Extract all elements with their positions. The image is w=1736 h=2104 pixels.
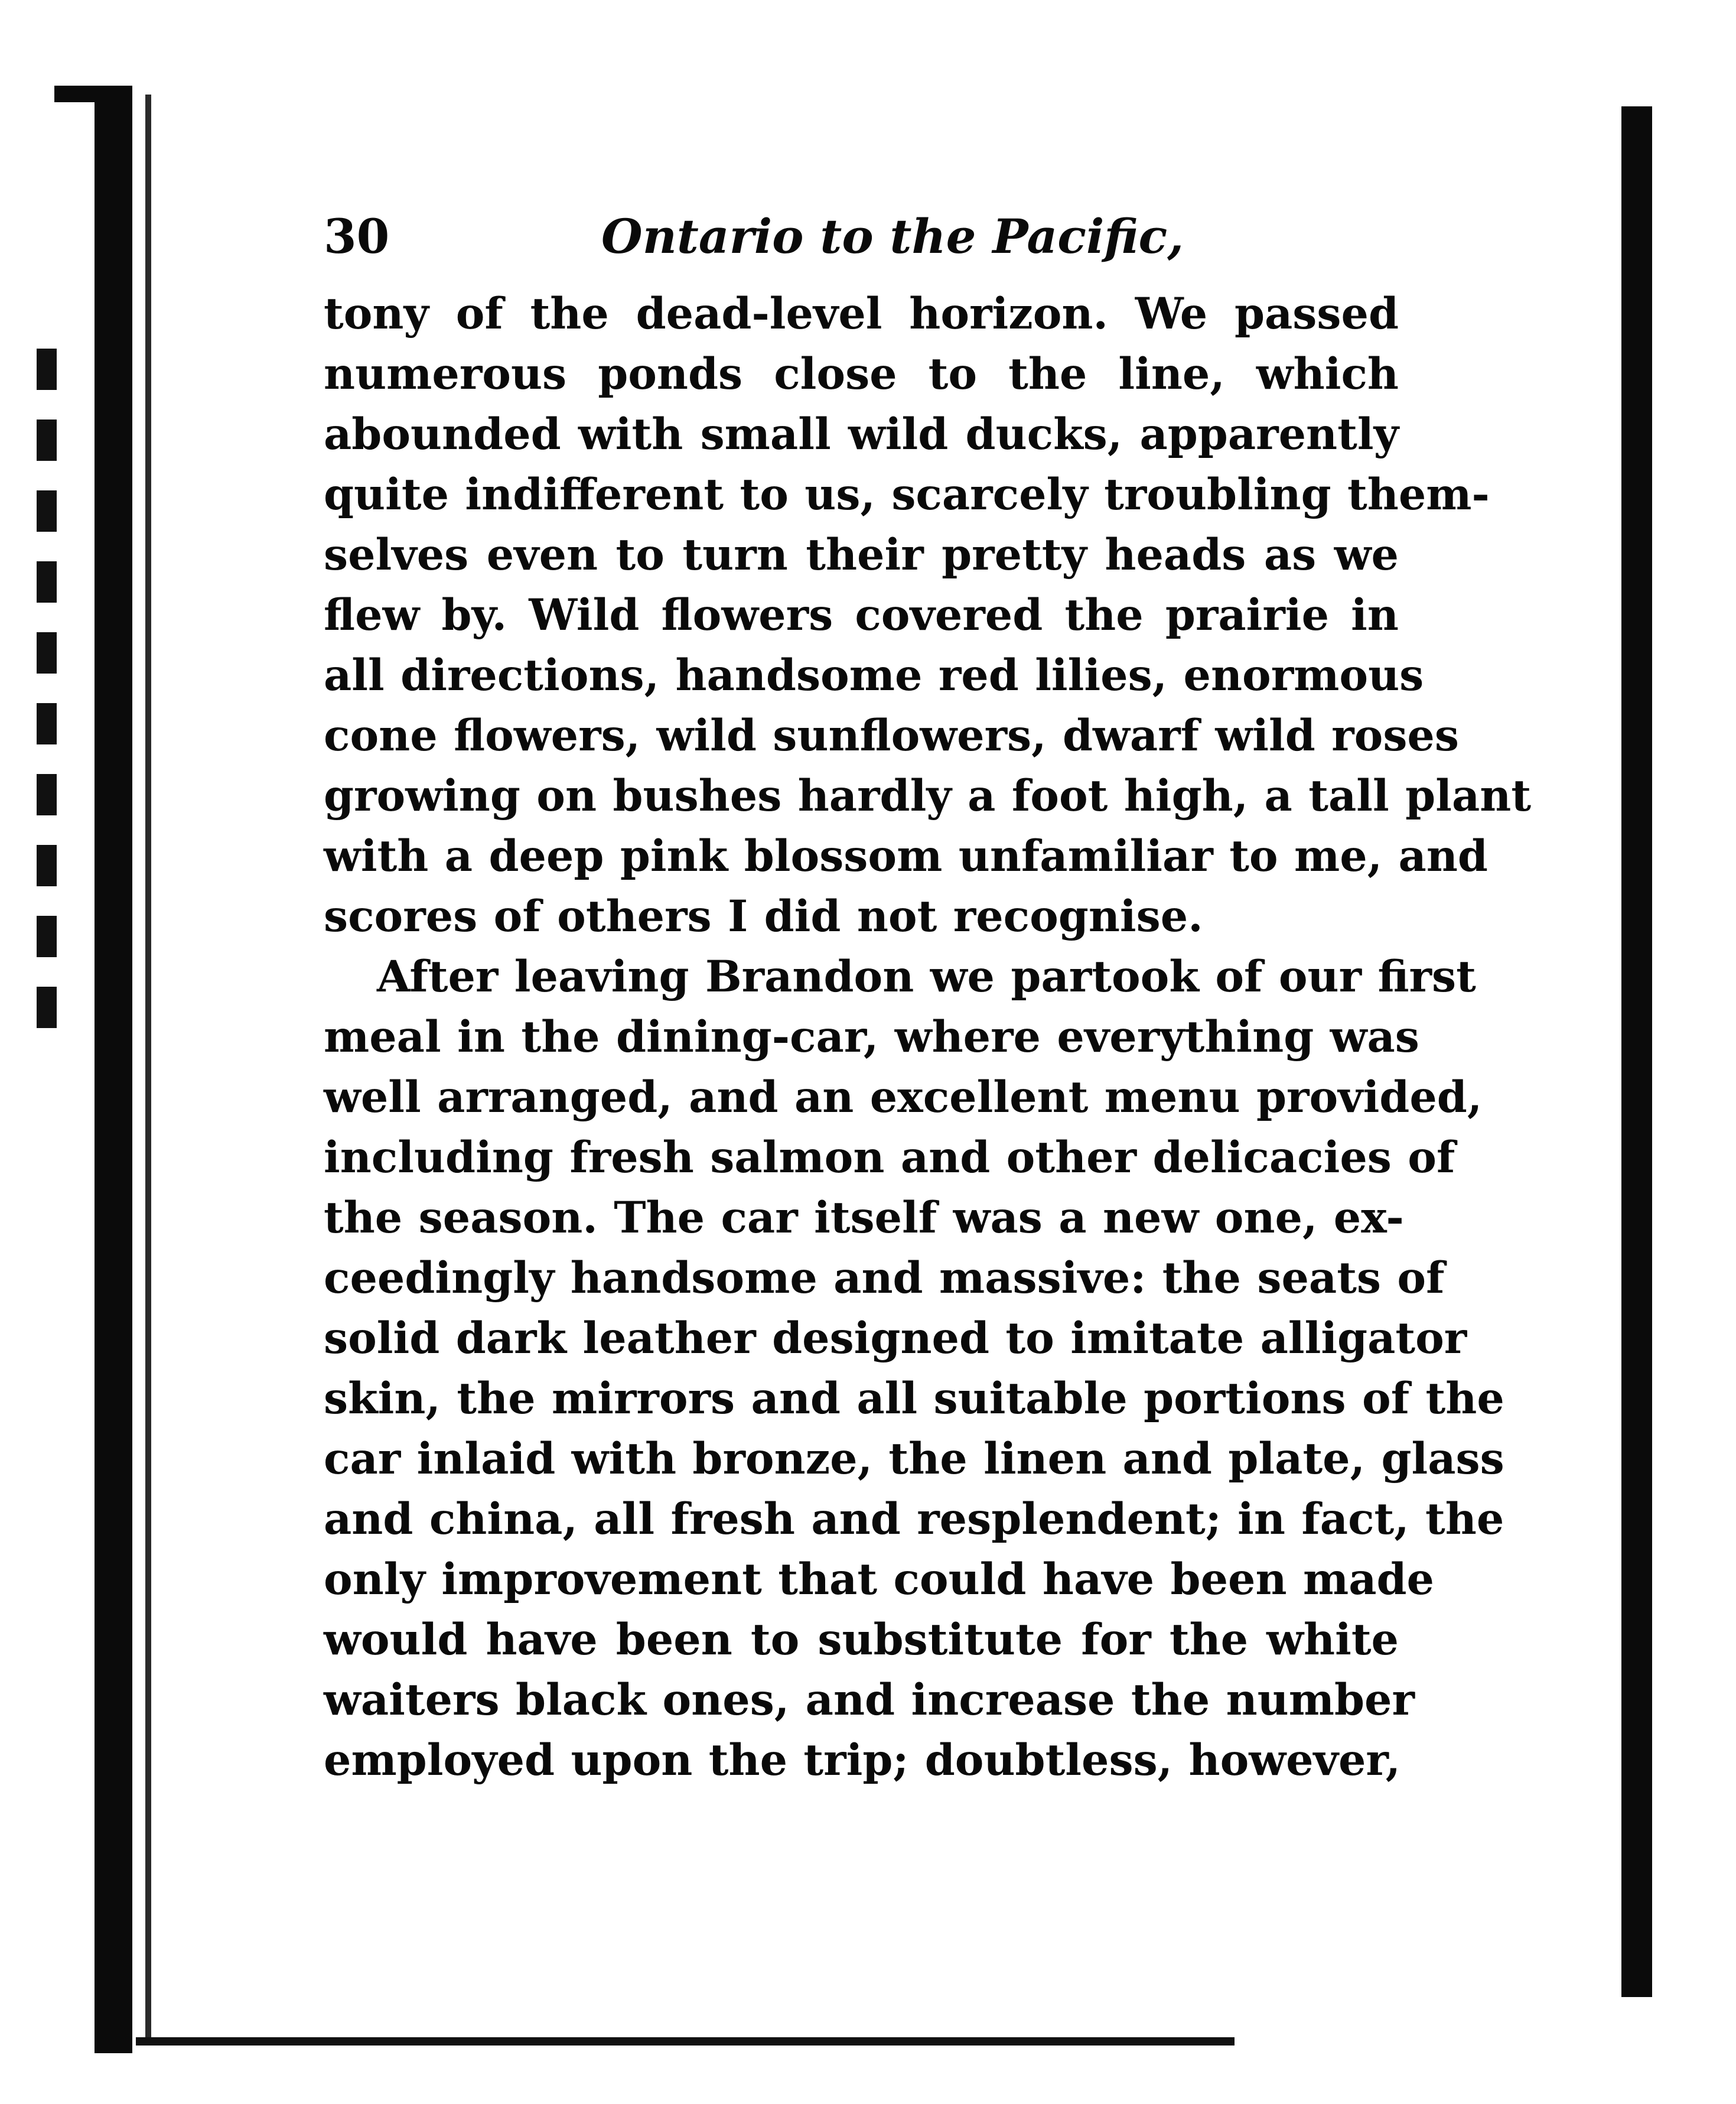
running-head — [324, 207, 1399, 284]
text-line: meal in the dining-car, where everything was — [324, 1012, 1419, 1062]
text-line: waiters black ones, and increase the number — [324, 1674, 1415, 1725]
book-page — [324, 207, 1532, 1861]
text-line: After leaving Brandon we partook of our first — [377, 951, 1476, 1002]
scan-border-left-inner — [145, 95, 151, 2044]
text-line: employed upon the trip; doubtless, however, — [324, 1735, 1400, 1786]
text-line: including fresh salmon and other delicacies of — [324, 1132, 1455, 1183]
text-line: quite indifferent to us, scarcely troubling them- — [324, 469, 1490, 520]
scan-border-bottom — [136, 2037, 1235, 2046]
text-line: abounded with small wild ducks, apparently — [324, 409, 1399, 460]
text-line: ceedingly handsome and massive: the seats of — [324, 1253, 1445, 1303]
running-title: Ontario to the Pacific, — [601, 209, 1184, 264]
text-line: solid dark leather designed to imitate alligator — [324, 1313, 1467, 1364]
text-line: skin, the mirrors and all suitable portions of the — [324, 1373, 1504, 1424]
text-line: well arranged, and an excellent menu provided, — [324, 1072, 1483, 1123]
scan-border-right — [1621, 106, 1652, 1997]
text-line: with a deep pink blossom unfamiliar to me, and — [324, 831, 1488, 882]
text-line: growing on bushes hardly a foot high, a tall plant — [324, 770, 1532, 821]
text-line: car inlaid with bronze, the linen and plate, glass — [324, 1433, 1504, 1484]
text-line: would have been to substitute for the white — [324, 1614, 1399, 1665]
text-line: and china, all fresh and resplendent; in fact, the — [324, 1494, 1504, 1544]
text-line: the season. The car itself was a new one, ex- — [324, 1192, 1404, 1243]
page-number: 30 — [324, 209, 390, 264]
text-line: all directions, handsome red lilies, enormous — [324, 650, 1424, 701]
paragraph-2 — [324, 947, 1504, 1790]
text-line: numerous ponds close to the line, which — [324, 349, 1399, 399]
text-line: only improvement that could have been made — [324, 1554, 1434, 1605]
text-line: scores of others I did not recognise. — [324, 891, 1203, 942]
scan-border-left — [95, 86, 132, 2053]
text-line: selves even to turn their pretty heads as we — [324, 529, 1399, 580]
scan-edge-marks — [37, 349, 57, 1034]
text-line: flew by. Wild flowers covered the prairie in — [324, 590, 1399, 640]
text-line: tony of the dead-level horizon. We passed — [324, 288, 1399, 339]
text-line: cone flowers, wild sunflowers, dwarf wild roses — [324, 710, 1459, 761]
paragraph-1 — [324, 284, 1532, 947]
